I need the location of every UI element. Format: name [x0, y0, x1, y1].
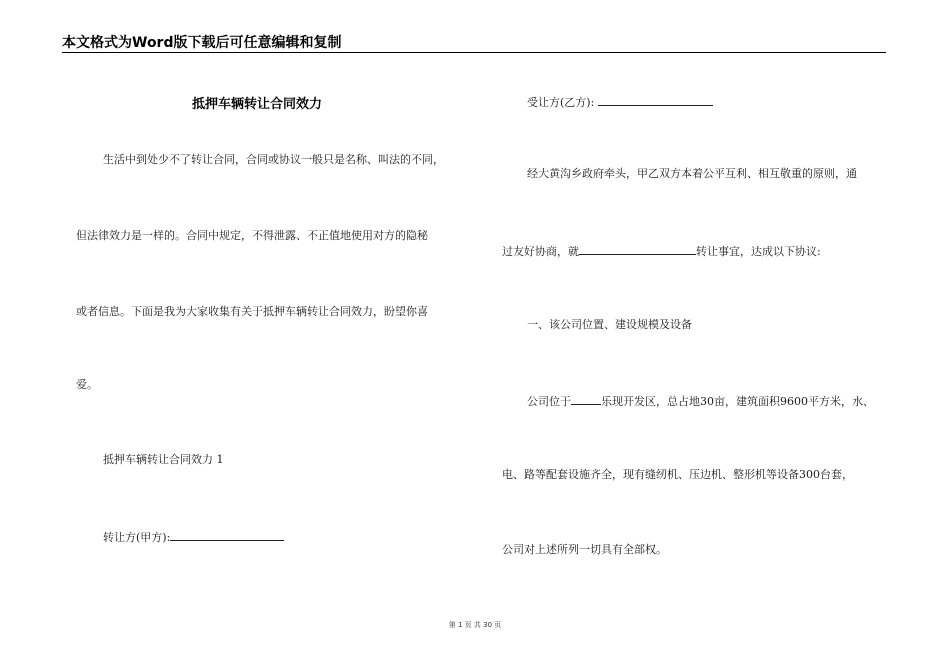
transferee-label: 受让方(乙方): — [527, 96, 595, 109]
page-label: 第 — [448, 621, 456, 629]
page-number: 1 — [457, 621, 463, 629]
location-pre: 公司位于 — [527, 395, 571, 408]
clause-1-heading: 一、该公司位置、建设规模及设备 — [527, 318, 692, 331]
intro-line-4: 爱。 — [76, 378, 98, 391]
transferor-blank — [170, 529, 284, 541]
page-footer — [0, 620, 950, 630]
agreement-line-2 — [502, 243, 821, 259]
intro-line-3: 或者信息。下面是我为大家收集有关于抵押车辆转让合同效力，盼望你喜 — [76, 305, 428, 318]
location-post: 乐现开发区，总占地30亩，建筑面积9600平方米，水、 — [601, 395, 874, 408]
transferee-blank — [598, 94, 713, 106]
intro-line-2: 但法律效力是一样的。合同中规定，不得泄露、不正值地使用对方的隐秘 — [76, 229, 428, 242]
location-line-2: 电、路等配套设施齐全，现有缝纫机、压边机、整形机等设备300台套， — [502, 468, 853, 481]
transferee-line — [527, 94, 713, 110]
header-divider — [62, 52, 886, 53]
page-total: 30 — [483, 621, 493, 629]
section-title: 抵押车辆转让合同效力 1 — [103, 453, 224, 466]
page-mid: 页 共 — [464, 621, 481, 629]
transferor-label: 转让方(甲方): — [103, 531, 171, 544]
location-blank — [571, 393, 601, 405]
intro-line-1: 生活中到处少不了转让合同，合同或协议一般只是名称、叫法的不同， — [103, 153, 444, 166]
agreement-line-2-post: 转让事宜，达成以下协议: — [696, 245, 821, 258]
page-end: 页 — [494, 621, 502, 629]
document-header: 本文格式为Word版下载后可任意编辑和复制 — [62, 35, 342, 51]
agreement-line-2-pre: 过友好协商，就 — [502, 245, 579, 258]
location-line-3: 公司对上述所列一切具有全部权。 — [502, 543, 667, 556]
transferor-line — [103, 529, 284, 545]
location-line-1 — [527, 393, 874, 409]
agreement-line-1: 经大黄沟乡政府牵头，甲乙双方本着公平互利、相互敬重的原则，通 — [527, 167, 857, 180]
subject-blank — [579, 243, 696, 255]
document-title: 抵押车辆转让合同效力 — [192, 97, 323, 112]
